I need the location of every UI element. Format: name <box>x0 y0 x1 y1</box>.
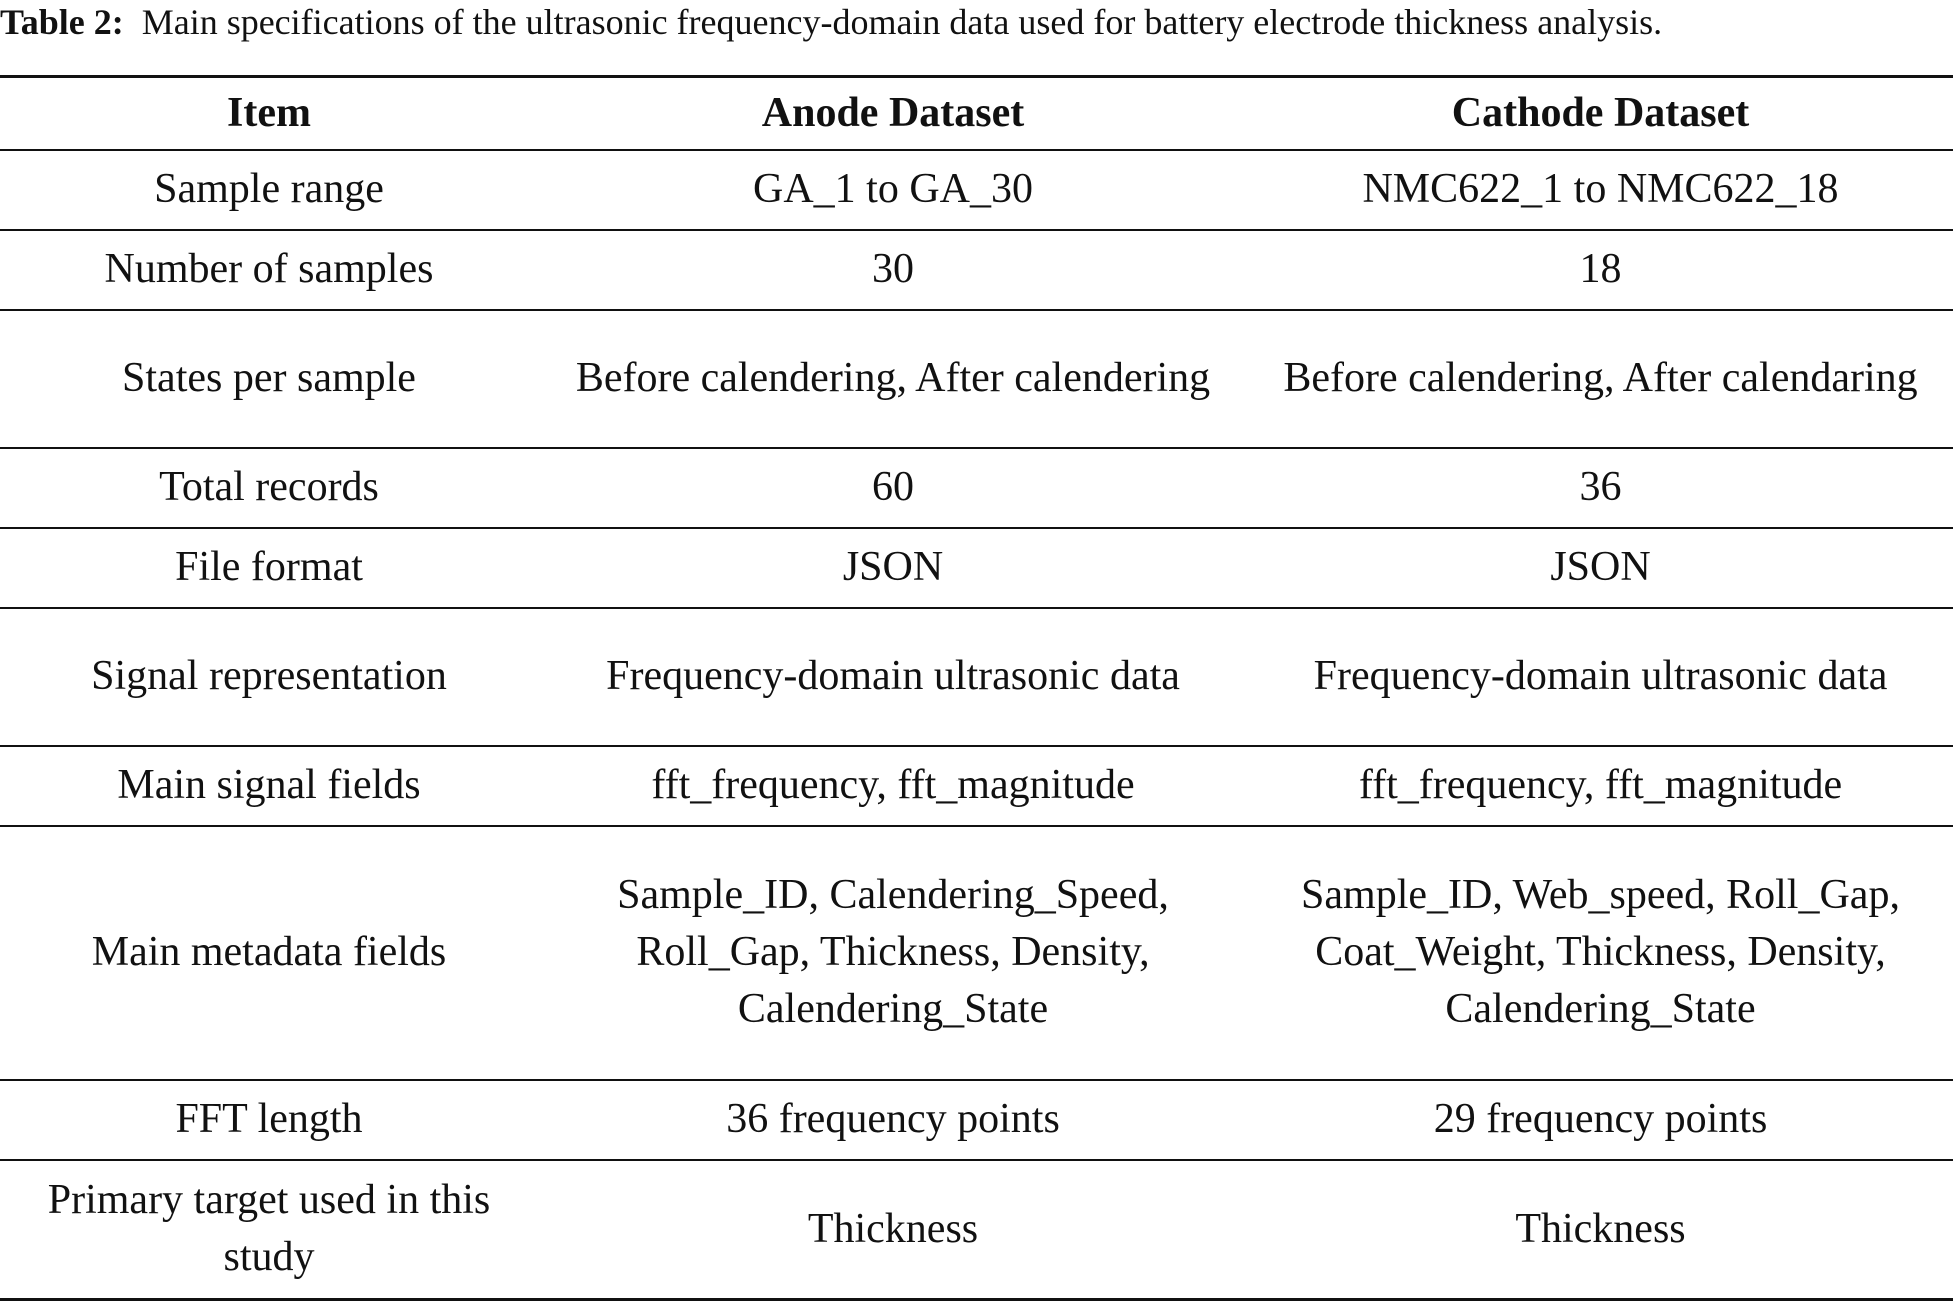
row-label: Primary target used in this study <box>0 1160 538 1300</box>
row-label: FFT length <box>0 1080 538 1160</box>
row-label: Sample range <box>0 150 538 230</box>
cathode-cell: Before calendering, After calendaring <box>1248 310 1953 448</box>
row-label: States per sample <box>0 310 538 448</box>
table-row <box>0 1160 1953 1300</box>
cathode-cell: 18 <box>1248 230 1953 310</box>
row-label: Main signal fields <box>0 746 538 826</box>
table-row <box>0 1080 1953 1160</box>
row-label: Main metadata fields <box>0 826 538 1080</box>
column-header-anode: Anode Dataset <box>538 77 1248 150</box>
cathode-cell: NMC622_1 to NMC622_18 <box>1248 150 1953 230</box>
anode-cell: GA_1 to GA_30 <box>538 150 1248 230</box>
table-row <box>0 826 1953 1080</box>
table-row <box>0 230 1953 310</box>
table-caption <box>0 0 1953 56</box>
specifications-table <box>0 75 1953 1301</box>
cathode-cell: Thickness <box>1248 1160 1953 1300</box>
anode-cell: Before calendering, After calendering <box>538 310 1248 448</box>
anode-cell: JSON <box>538 528 1248 608</box>
anode-cell: Sample_ID, Calendering_Speed, Roll_Gap, Thickness, Density, Calendering_State <box>538 826 1248 1080</box>
table-row <box>0 746 1953 826</box>
row-label: File format <box>0 528 538 608</box>
anode-cell: Thickness <box>538 1160 1248 1300</box>
row-label: Number of samples <box>0 230 538 310</box>
table-row <box>0 448 1953 528</box>
cathode-cell: 29 frequency points <box>1248 1080 1953 1160</box>
table-caption-text: Main specifications of the ultrasonic frequency-domain data used for battery electrode thickness analysis. <box>141 2 1663 42</box>
anode-cell: 30 <box>538 230 1248 310</box>
anode-cell: Frequency-domain ultrasonic data <box>538 608 1248 746</box>
row-label: Signal representation <box>0 608 538 746</box>
anode-cell: 36 frequency points <box>538 1080 1248 1160</box>
table-row <box>0 608 1953 746</box>
cathode-cell: 36 <box>1248 448 1953 528</box>
column-header-item: Item <box>0 77 538 150</box>
anode-cell: 60 <box>538 448 1248 528</box>
header-row <box>0 77 1953 150</box>
anode-cell: fft_frequency, fft_magnitude <box>538 746 1248 826</box>
table-caption-label: Table 2: <box>0 2 124 42</box>
cathode-cell: JSON <box>1248 528 1953 608</box>
table-row <box>0 528 1953 608</box>
cathode-cell: Sample_ID, Web_speed, Roll_Gap, Coat_Weight, Thickness, Density, Calendering_State <box>1248 826 1953 1080</box>
column-header-cathode: Cathode Dataset <box>1248 77 1953 150</box>
table-row <box>0 150 1953 230</box>
table-row <box>0 310 1953 448</box>
cathode-cell: Frequency-domain ultrasonic data <box>1248 608 1953 746</box>
cathode-cell: fft_frequency, fft_magnitude <box>1248 746 1953 826</box>
row-label: Total records <box>0 448 538 528</box>
